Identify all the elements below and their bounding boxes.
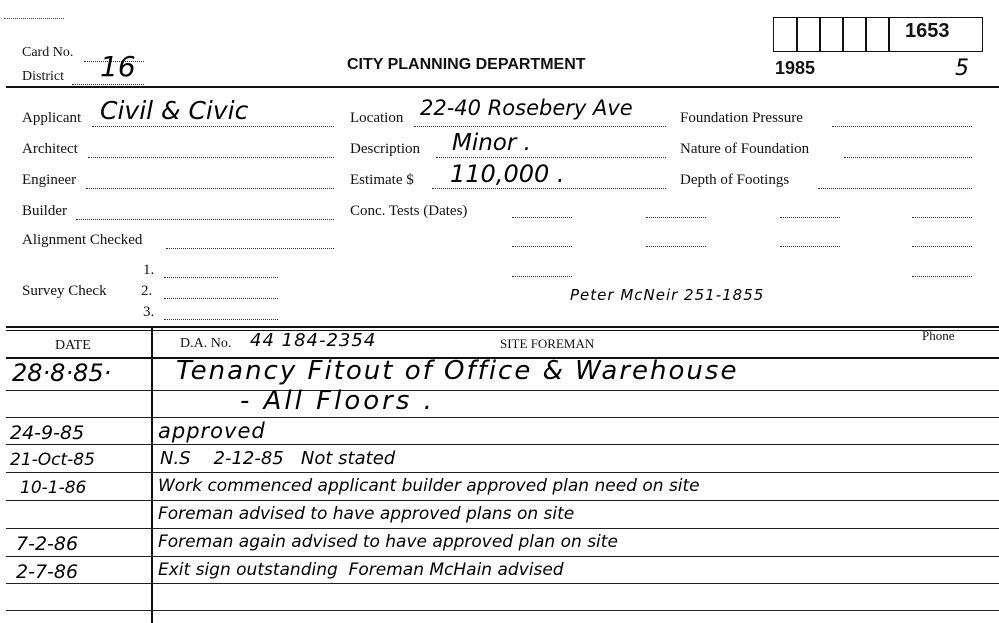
depth-footings-line <box>818 188 972 189</box>
conc-tests-line <box>512 246 572 247</box>
district-label: District <box>22 69 64 84</box>
log-top-rule-2 <box>6 330 999 331</box>
nature-foundation-line <box>844 157 972 158</box>
log-date-column-divider <box>151 326 153 623</box>
builder-label: Builder <box>22 203 67 219</box>
log-entry-text: Work commenced applicant builder approved plan need on site <box>158 476 700 496</box>
survey-3-line <box>164 319 278 320</box>
header-rule <box>6 86 999 88</box>
log-entry-date: 21-Oct-85 <box>10 450 95 470</box>
survey-1-line <box>164 277 278 278</box>
log-entry-date: 2-7-86 <box>16 561 79 583</box>
log-foreman-header: SITE FOREMAN <box>500 336 595 351</box>
log-row-line <box>6 500 999 501</box>
log-row-line <box>6 528 999 529</box>
survey-label: Survey Check <box>22 283 107 299</box>
log-entry-date: 24-9-85 <box>10 422 85 444</box>
card-number-divider <box>888 17 890 52</box>
log-row-line <box>6 472 999 473</box>
card-year: 1985 <box>775 58 816 78</box>
conc-tests-line <box>912 246 972 247</box>
log-row-line <box>6 556 999 557</box>
log-entry-text: Foreman advised to have approved plans on site <box>158 504 575 524</box>
card-number: 1653 <box>905 20 950 42</box>
log-entry-text: Exit sign outstanding Foreman McHain advised <box>158 560 564 580</box>
location-value: 22-40 Rosebery Ave <box>420 96 633 120</box>
nature-foundation-label: Nature of Foundation <box>680 141 810 157</box>
estimate-value: 110,000 . <box>450 160 565 188</box>
log-entry-text: Tenancy Fitout of Office & Warehouse <box>176 356 739 386</box>
conc-tests-line <box>646 217 706 218</box>
survey-1-label: 1. <box>143 262 155 278</box>
district-line <box>72 84 144 85</box>
log-entry-text: approved <box>158 419 266 443</box>
architect-label: Architect <box>22 141 78 157</box>
description-value: Minor . <box>452 130 531 156</box>
survey-3-label: 3. <box>143 304 155 320</box>
conc-tests-line <box>512 276 572 277</box>
log-date-header: DATE <box>55 338 91 353</box>
foundation-pressure-line <box>832 126 972 127</box>
log-entry-text: - All Floors . <box>240 386 435 416</box>
log-top-rule <box>6 326 999 328</box>
conc-tests-line <box>912 217 972 218</box>
card-number-divider <box>842 17 844 52</box>
log-entry-text: N.S 2-12-85 Not stated <box>160 448 396 469</box>
header-scribble <box>4 18 64 23</box>
log-entry-text: Foreman again advised to have approved plan on site <box>158 532 618 552</box>
survey-2-line <box>164 298 278 299</box>
card-number-divider <box>865 17 867 52</box>
applicant-line <box>92 126 334 127</box>
conc-tests-line <box>780 217 840 218</box>
log-da-label: D.A. No. <box>180 336 232 351</box>
contact-note: Peter McNeir 251-1855 <box>570 286 765 304</box>
card-number-divider <box>819 17 821 52</box>
card-number-box <box>773 17 983 52</box>
description-line <box>436 157 666 158</box>
log-entry-date: 28·8·85· <box>12 359 112 387</box>
log-da-value: 44 184-2354 <box>250 330 377 351</box>
log-row-line <box>6 444 999 445</box>
builder-line <box>76 219 334 220</box>
estimate-label: Estimate $ <box>350 172 414 188</box>
log-entry-date: 10-1-86 <box>20 478 87 498</box>
page-title: CITY PLANNING DEPARTMENT <box>347 56 586 73</box>
card-no-label: Card No. <box>22 45 74 60</box>
log-entry-date: 7-2-86 <box>16 533 79 555</box>
conc-tests-label: Conc. Tests (Dates) <box>350 203 468 219</box>
district-value: 16 <box>100 50 136 83</box>
description-label: Description <box>350 141 420 157</box>
applicant-value: Civil & Civic <box>100 96 249 125</box>
log-row-line <box>6 583 999 584</box>
location-label: Location <box>350 110 404 126</box>
engineer-line <box>86 188 334 189</box>
log-row-line <box>6 417 999 418</box>
location-line <box>414 126 666 127</box>
card-number-divider <box>796 17 798 52</box>
alignment-line <box>166 248 334 249</box>
depth-footings-label: Depth of Footings <box>680 172 790 188</box>
log-row-line <box>6 610 999 611</box>
log-row-line <box>6 390 999 391</box>
alignment-label: Alignment Checked <box>22 232 143 248</box>
page-mark: 5 <box>955 56 969 81</box>
conc-tests-line <box>912 276 972 277</box>
foundation-pressure-label: Foundation Pressure <box>680 110 803 126</box>
applicant-label: Applicant <box>22 110 82 126</box>
conc-tests-line <box>780 246 840 247</box>
estimate-line <box>432 188 666 189</box>
log-phone-header: Phone <box>922 328 955 343</box>
conc-tests-line <box>512 217 572 218</box>
engineer-label: Engineer <box>22 172 77 188</box>
architect-line <box>88 157 334 158</box>
conc-tests-line <box>646 246 706 247</box>
survey-2-label: 2. <box>141 283 153 299</box>
